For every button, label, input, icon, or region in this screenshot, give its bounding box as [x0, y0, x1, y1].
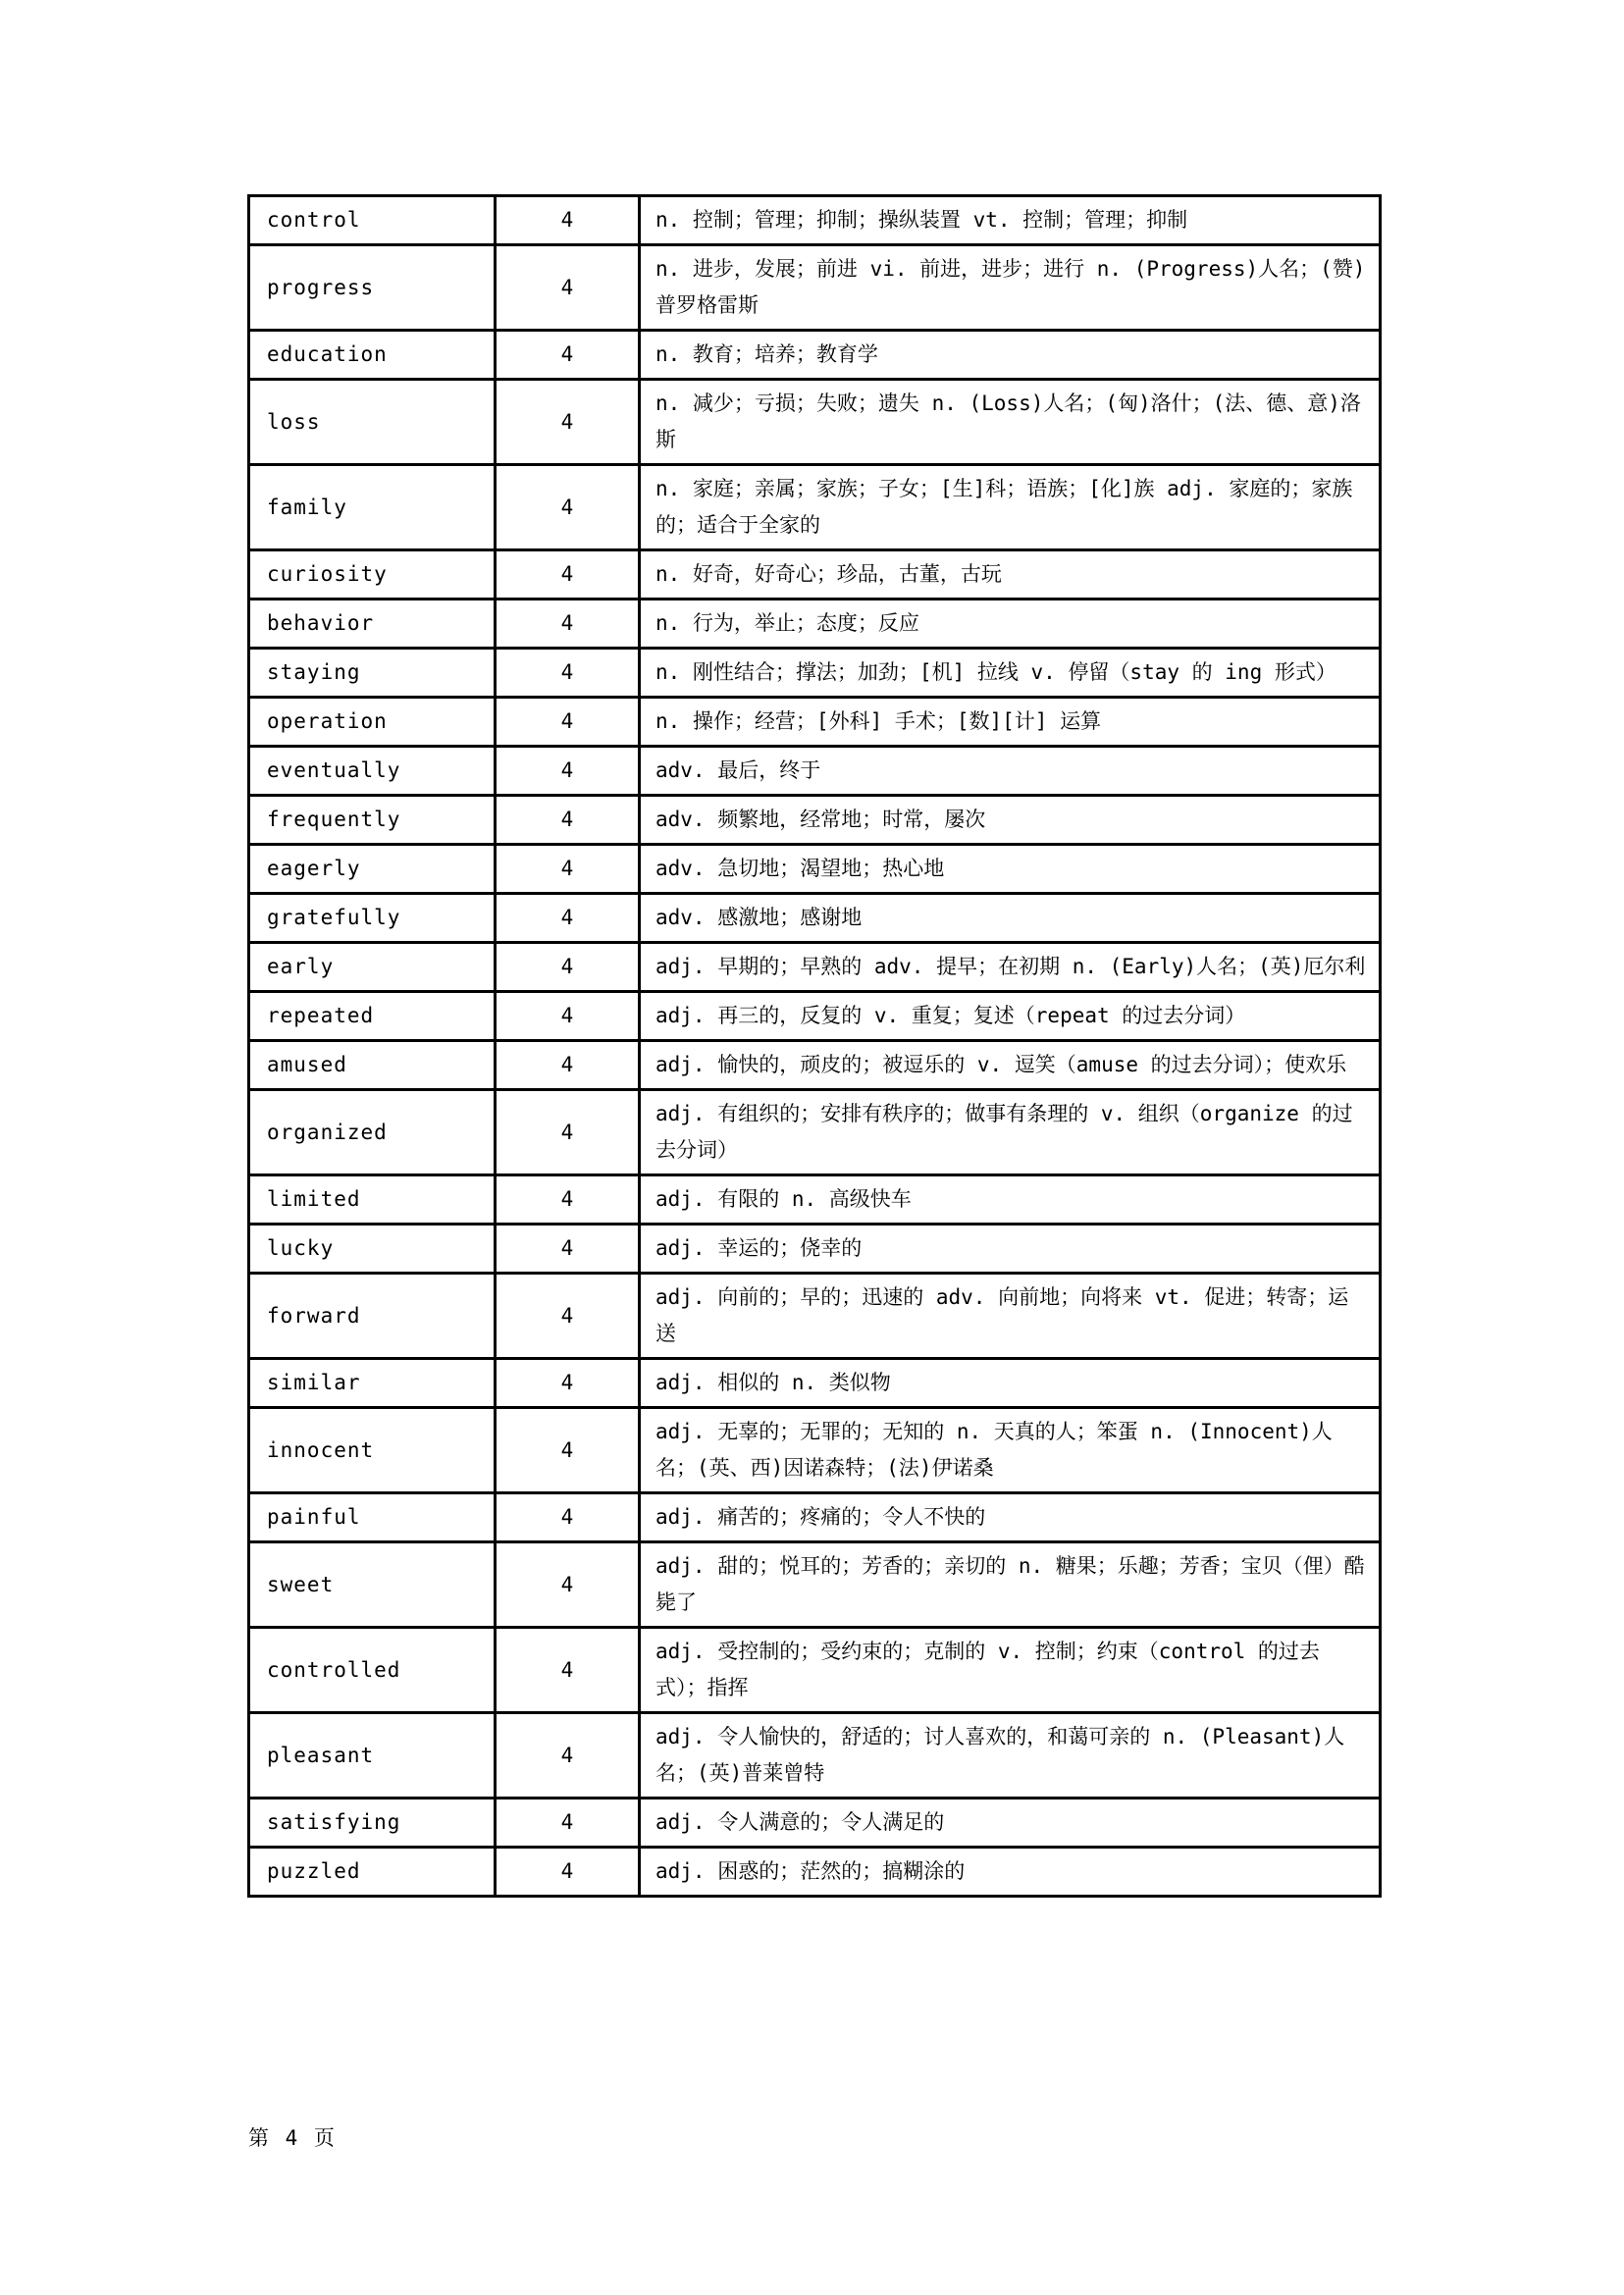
definition-cell: adv. 频繁地，经常地；时常，屡次 [640, 796, 1381, 845]
word-cell: forward [249, 1274, 496, 1359]
word-cell: staying [249, 649, 496, 698]
word-cell: frequently [249, 796, 496, 845]
definition-cell: adj. 早期的；早熟的 adv. 提早；在初期 n. (Early)人名；(英)厄尔利 [640, 943, 1381, 992]
word-cell: organized [249, 1090, 496, 1175]
count-cell: 4 [496, 1359, 640, 1408]
word-cell: sweet [249, 1542, 496, 1628]
table-row [249, 649, 1381, 698]
count-cell: 4 [496, 796, 640, 845]
definition-cell: n. 操作；经营；[外科] 手术；[数][计] 运算 [640, 698, 1381, 747]
word-cell: limited [249, 1175, 496, 1225]
count-cell: 4 [496, 1493, 640, 1542]
count-cell: 4 [496, 649, 640, 698]
word-cell: pleasant [249, 1713, 496, 1799]
count-cell: 4 [496, 698, 640, 747]
definition-cell: adj. 向前的；早的；迅速的 adv. 向前地；向将来 vt. 促进；转寄；运送 [640, 1274, 1381, 1359]
count-cell: 4 [496, 1542, 640, 1628]
word-cell: progress [249, 245, 496, 331]
table-row [249, 894, 1381, 943]
definition-cell: adj. 困惑的；茫然的；搞糊涂的 [640, 1848, 1381, 1897]
word-cell: loss [249, 380, 496, 465]
count-cell: 4 [496, 196, 640, 245]
definition-cell: n. 控制；管理；抑制；操纵装置 vt. 控制；管理；抑制 [640, 196, 1381, 245]
table-row [249, 550, 1381, 600]
count-cell: 4 [496, 992, 640, 1041]
count-cell: 4 [496, 600, 640, 649]
word-cell: controlled [249, 1628, 496, 1713]
count-cell: 4 [496, 845, 640, 894]
definition-cell: adj. 受控制的；受约束的；克制的 v. 控制；约束（control 的过去式）；指挥 [640, 1628, 1381, 1713]
word-cell: similar [249, 1359, 496, 1408]
definition-cell: adv. 急切地；渴望地；热心地 [640, 845, 1381, 894]
count-cell: 4 [496, 1041, 640, 1090]
table-row [249, 1628, 1381, 1713]
definition-cell: n. 好奇，好奇心；珍品，古董，古玩 [640, 550, 1381, 600]
definition-cell: adj. 愉快的，顽皮的；被逗乐的 v. 逗笑（amuse 的过去分词）；使欢乐 [640, 1041, 1381, 1090]
definition-cell: n. 教育；培养；教育学 [640, 331, 1381, 380]
count-cell: 4 [496, 894, 640, 943]
table-row [249, 380, 1381, 465]
table-row [249, 1408, 1381, 1493]
definition-cell: n. 家庭；亲属；家族；子女；[生]科；语族；[化]族 adj. 家庭的；家族的；适合于全家的 [640, 465, 1381, 550]
count-cell: 4 [496, 1848, 640, 1897]
definition-cell: adj. 痛苦的；疼痛的；令人不快的 [640, 1493, 1381, 1542]
table-row [249, 1225, 1381, 1274]
count-cell: 4 [496, 550, 640, 600]
table-row [249, 1359, 1381, 1408]
table-row [249, 1713, 1381, 1799]
word-cell: eagerly [249, 845, 496, 894]
table-row [249, 1542, 1381, 1628]
definition-cell: adj. 再三的，反复的 v. 重复；复述（repeat 的过去分词） [640, 992, 1381, 1041]
count-cell: 4 [496, 245, 640, 331]
count-cell: 4 [496, 1408, 640, 1493]
word-cell: behavior [249, 600, 496, 649]
count-cell: 4 [496, 1225, 640, 1274]
definition-cell: adv. 感激地；感谢地 [640, 894, 1381, 943]
definition-cell: adj. 令人愉快的，舒适的；讨人喜欢的，和蔼可亲的 n. (Pleasant)人名；(英)普莱曾特 [640, 1713, 1381, 1799]
table-row [249, 943, 1381, 992]
table-row [249, 1799, 1381, 1848]
definition-cell: n. 减少；亏损；失败；遗失 n. (Loss)人名；(匈)洛什；(法、德、意)洛斯 [640, 380, 1381, 465]
definition-cell: adj. 幸运的；侥幸的 [640, 1225, 1381, 1274]
table-row [249, 845, 1381, 894]
table-row [249, 796, 1381, 845]
table-row [249, 196, 1381, 245]
count-cell: 4 [496, 1175, 640, 1225]
count-cell: 4 [496, 943, 640, 992]
table-row [249, 992, 1381, 1041]
table-row [249, 1493, 1381, 1542]
word-cell: eventually [249, 747, 496, 796]
word-cell: satisfying [249, 1799, 496, 1848]
word-cell: operation [249, 698, 496, 747]
word-cell: lucky [249, 1225, 496, 1274]
definition-cell: adj. 有组织的；安排有秩序的；做事有条理的 v. 组织（organize 的过去分词） [640, 1090, 1381, 1175]
vocabulary-table [247, 194, 1382, 1898]
table-row [249, 1848, 1381, 1897]
definition-cell: n. 进步，发展；前进 vi. 前进，进步；进行 n. (Progress)人名；(赞)普罗格雷斯 [640, 245, 1381, 331]
word-cell: curiosity [249, 550, 496, 600]
table-row [249, 747, 1381, 796]
word-cell: gratefully [249, 894, 496, 943]
table-row [249, 1274, 1381, 1359]
table-row [249, 465, 1381, 550]
word-cell: family [249, 465, 496, 550]
count-cell: 4 [496, 1799, 640, 1848]
table-row [249, 1090, 1381, 1175]
word-cell: control [249, 196, 496, 245]
word-cell: repeated [249, 992, 496, 1041]
table-row [249, 698, 1381, 747]
count-cell: 4 [496, 465, 640, 550]
word-cell: painful [249, 1493, 496, 1542]
vocabulary-table-body [249, 196, 1381, 1897]
count-cell: 4 [496, 1628, 640, 1713]
word-cell: innocent [249, 1408, 496, 1493]
definition-cell: adj. 甜的；悦耳的；芳香的；亲切的 n. 糖果；乐趣；芳香；宝贝（俚）酷毙了 [640, 1542, 1381, 1628]
word-cell: puzzled [249, 1848, 496, 1897]
definition-cell: adj. 无辜的；无罪的；无知的 n. 天真的人；笨蛋 n. (Innocent)人名；(英、西)因诺森特；(法)伊诺桑 [640, 1408, 1381, 1493]
definition-cell: n. 行为，举止；态度；反应 [640, 600, 1381, 649]
table-row [249, 245, 1381, 331]
table-row [249, 331, 1381, 380]
count-cell: 4 [496, 1274, 640, 1359]
count-cell: 4 [496, 380, 640, 465]
word-cell: amused [249, 1041, 496, 1090]
table-row [249, 1175, 1381, 1225]
count-cell: 4 [496, 1090, 640, 1175]
definition-cell: n. 刚性结合；撑法；加劲；[机] 拉线 v. 停留（stay 的 ing 形式） [640, 649, 1381, 698]
page-number-footer: 第 4 页 [248, 2126, 337, 2150]
count-cell: 4 [496, 331, 640, 380]
word-cell: early [249, 943, 496, 992]
table-row [249, 600, 1381, 649]
count-cell: 4 [496, 747, 640, 796]
count-cell: 4 [496, 1713, 640, 1799]
definition-cell: adj. 有限的 n. 高级快车 [640, 1175, 1381, 1225]
definition-cell: adj. 相似的 n. 类似物 [640, 1359, 1381, 1408]
definition-cell: adj. 令人满意的；令人满足的 [640, 1799, 1381, 1848]
word-cell: education [249, 331, 496, 380]
definition-cell: adv. 最后，终于 [640, 747, 1381, 796]
table-row [249, 1041, 1381, 1090]
